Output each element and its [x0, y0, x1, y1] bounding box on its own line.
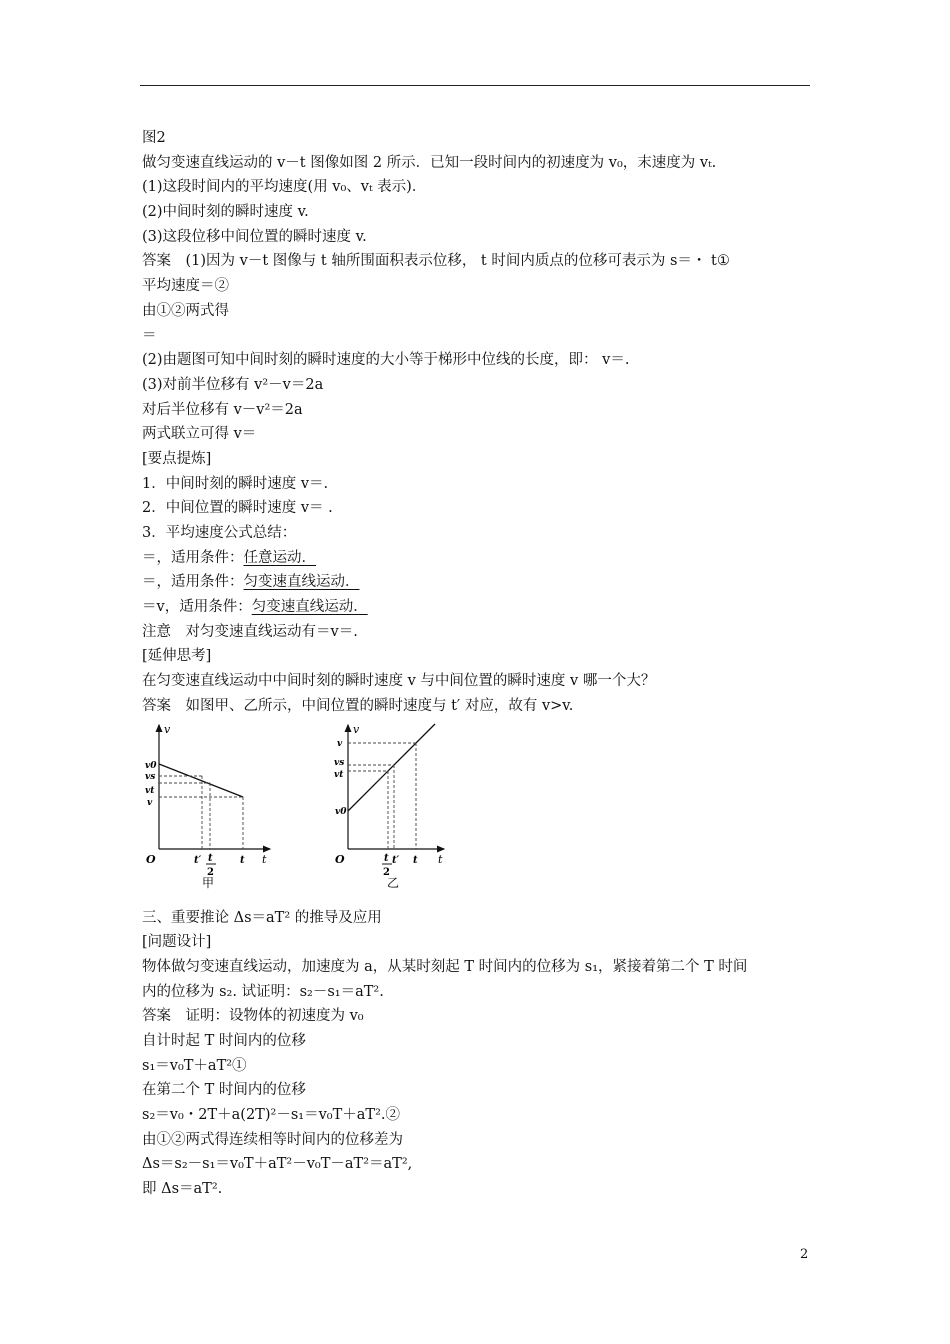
velocity-line [348, 724, 435, 811]
velocity-line [159, 764, 243, 797]
tick-tprime: t′ [392, 854, 400, 866]
v-t2-label: vt [334, 769, 344, 780]
formula-condition: 匀变速直线运动． [251, 599, 368, 616]
question-3: (3)这段位移中间位置的瞬时速度 v. [142, 228, 367, 245]
answer-line: 对后半位移有 v－v²＝2a [142, 401, 303, 418]
problem-text: 物体做匀变速直线运动，加速度为 a，从某时刻起 T 时间内的位移为 s₁，紧接着第二个 T 时间 [142, 958, 748, 975]
question-2: (2)中间时刻的瞬时速度 v. [142, 204, 309, 221]
answer-line: 两式联立可得 v＝ [142, 426, 257, 443]
header-rule [140, 85, 810, 86]
proof-line: Δs＝s₂－s₁＝v₀T＋aT²－v₀T－aT²＝aT², [142, 1156, 413, 1173]
problem-text: 内的位移为 s₂. 试证明：s₂－s₁＝aT². [142, 983, 384, 1000]
figure-label: 甲 [202, 875, 215, 890]
key-point: 3．平均速度公式总结： [142, 525, 297, 541]
key-point: 1．中间时刻的瞬时速度 v＝. [142, 475, 329, 492]
section-heading: [延伸思考] [142, 648, 212, 665]
v-label: v [337, 738, 343, 749]
section-heading: [要点提炼] [142, 450, 212, 467]
figure-yi [332, 721, 462, 897]
v-t2-label: vt [145, 785, 155, 796]
v0-label: v0 [145, 760, 157, 771]
v-s2-label: vs [334, 757, 345, 768]
formula-prefix: ＝，适用条件： [142, 549, 244, 566]
figure-label: 乙 [387, 875, 400, 890]
proof-line: s₂＝v₀・2T＋a(2T)²－s₁＝v₀T＋aT².② [142, 1107, 400, 1123]
origin-label: O [335, 852, 345, 866]
formula-prefix: ＝，适用条件： [142, 574, 244, 591]
answer-line: ＝ [142, 327, 157, 344]
proof-line: 在第二个 T 时间内的位移 [142, 1082, 306, 1099]
document-body [142, 126, 812, 1202]
formula-condition: 匀变速直线运动． [243, 574, 360, 591]
v-axis-label: v [164, 722, 171, 736]
section-heading: [问题设计] [142, 934, 212, 951]
proof-line: 答案 证明：设物体的初速度为 v₀ [142, 1008, 364, 1025]
tick-t2-num: t [384, 852, 389, 864]
tick-t2-num: t [208, 852, 213, 864]
answer-line: 平均速度＝② [142, 278, 229, 295]
figure-jia [142, 721, 282, 897]
t-axis-label: t [262, 852, 267, 866]
formula-row [142, 570, 812, 595]
v-label: v [147, 797, 153, 808]
proof-line: s₁＝v₀T＋aT²① [142, 1057, 247, 1074]
tick-t: t [240, 854, 245, 866]
tick-t2-den: 2 [207, 866, 214, 878]
formula-row [142, 595, 812, 620]
tick-tprime: t′ [194, 854, 202, 866]
answer-line: 答案 (1)因为 v－t 图像与 t 轴所围面积表示位移， t 时间内质点的位移可表示为 s＝・ t① [142, 253, 730, 270]
question-1: (1)这段时间内的平均速度(用 v₀、vₜ 表示)． [142, 179, 427, 196]
vt-graph-yi [332, 721, 462, 893]
formula-condition: 任意运动． [243, 549, 316, 566]
guide-lines [159, 776, 243, 849]
vt-graph-jia [142, 721, 282, 893]
vt-figures [142, 719, 812, 894]
problem-text: 做匀变速直线运动的 v－t 图像如图 2 所示．已知一段时间内的初速度为 v₀，末速度为 vₜ. [142, 154, 717, 171]
tick-t: t [413, 854, 418, 866]
v0-label: v0 [335, 806, 347, 817]
proof-line: 自计时起 T 时间内的位移 [142, 1032, 306, 1049]
proof-line: 由①②两式得连续相等时间内的位移差为 [142, 1131, 403, 1148]
origin-label: O [146, 852, 156, 866]
section-heading: 三、重要推论 Δs＝aT² 的推导及应用 [142, 909, 382, 926]
v-s2-label: vs [145, 771, 156, 782]
tick-t2-den: 2 [383, 866, 390, 878]
answer-line: (3)对前半位移有 v²－v＝2a [142, 376, 324, 393]
page-number: 2 [800, 1247, 809, 1262]
key-point: 2．中间位置的瞬时速度 v＝ . [142, 500, 333, 517]
formula-row [142, 546, 812, 571]
proof-line: 即 Δs＝aT². [142, 1181, 223, 1198]
extension-answer: 答案 如图甲、乙所示，中间位置的瞬时速度与 t′ 对应，故有 v>v. [142, 697, 574, 714]
note-line: 注意 对匀变速直线运动有＝v＝. [142, 623, 358, 640]
extension-question: 在匀变速直线运动中中间时刻的瞬时速度 v 与中间位置的瞬时速度 v 哪一个大？ [142, 673, 656, 690]
t-axis-label: t [438, 852, 443, 866]
answer-line: 由①②两式得 [142, 302, 229, 319]
figure-caption: 图2 [142, 130, 166, 146]
v-axis-label: v [353, 722, 360, 736]
answer-line: (2)由题图可知中间时刻的瞬时速度的大小等于梯形中位线的长度，即： v＝. [142, 352, 630, 369]
guide-lines [348, 743, 416, 849]
formula-prefix: ＝v，适用条件： [142, 599, 252, 616]
